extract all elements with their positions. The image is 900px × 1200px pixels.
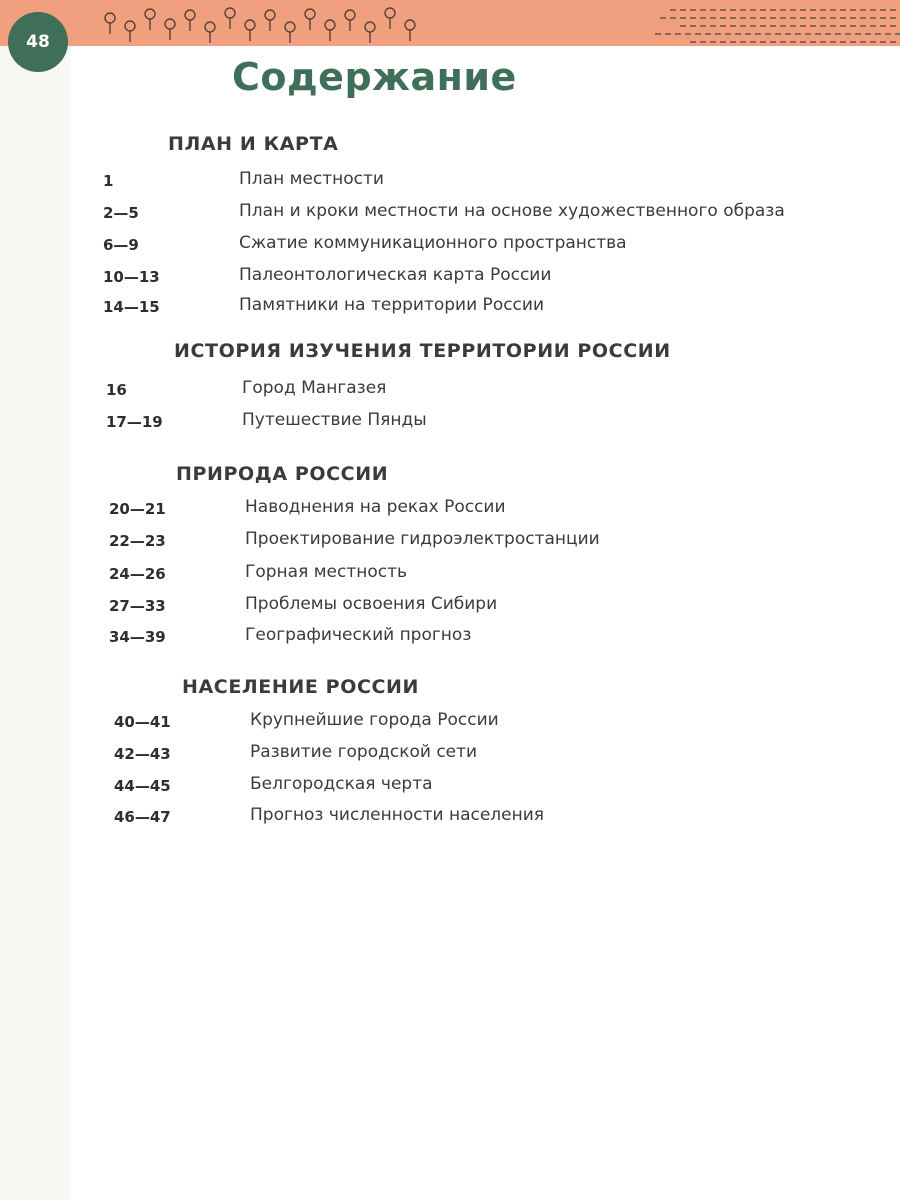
section-title: ПЛАН И КАРТА [168,133,339,155]
entry-pages: 44—45 [114,777,171,795]
entry-pages: 46—47 [114,808,171,826]
entry-topic: Путешествие Пянды [242,410,427,430]
entry-pages: 42—43 [114,745,171,763]
entry-pages: 20—21 [109,500,166,518]
section-title: НАСЕЛЕНИЕ РОССИИ [182,676,420,698]
entry-topic: Горная местность [245,562,408,582]
entry-pages: 40—41 [114,713,171,731]
top-decorative-band [0,0,900,46]
entry-topic: Наводнения на реках России [245,497,506,517]
entry-pages: 22—23 [109,532,166,550]
entry-topic: Развитие городской сети [250,742,478,762]
entry-topic: Крупнейшие города России [250,710,499,730]
entry-pages: 6—9 [103,236,139,254]
entry-topic: Географический прогноз [245,625,472,645]
entry-pages: 16 [106,381,127,399]
entry-pages: 17—19 [106,413,163,431]
entry-topic: Памятники на территории России [239,295,545,315]
entry-topic: Проектирование гидроэлектростанции [245,529,600,549]
page-number-badge [8,12,68,72]
page-number: 48 [26,32,50,52]
entry-pages: 10—13 [103,268,160,286]
entry-pages: 24—26 [109,565,166,583]
balloon-pattern-icon [0,0,900,46]
entry-pages: 34—39 [109,628,166,646]
entry-topic: Город Мангазея [242,378,387,398]
entry-pages: 14—15 [103,298,160,316]
entry-topic: План и кроки местности на основе художественного образа [239,201,785,221]
entry-pages: 2—5 [103,204,139,222]
entry-pages: 1 [103,172,114,190]
entry-topic: Сжатие коммуникационного пространства [239,233,627,253]
entry-topic: Палеонтологическая карта России [239,265,552,285]
entry-topic: Прогноз численности населения [250,805,545,825]
section-title: ИСТОРИЯ ИЗУЧЕНИЯ ТЕРРИТОРИИ РОССИИ [174,340,671,362]
page-title: Содержание [232,55,517,99]
entry-topic: Белгородская черта [250,774,433,794]
entry-topic: Проблемы освоения Сибири [245,594,498,614]
entry-topic: План местности [239,169,384,189]
section-title: ПРИРОДА РОССИИ [176,463,389,485]
entry-pages: 27—33 [109,597,166,615]
